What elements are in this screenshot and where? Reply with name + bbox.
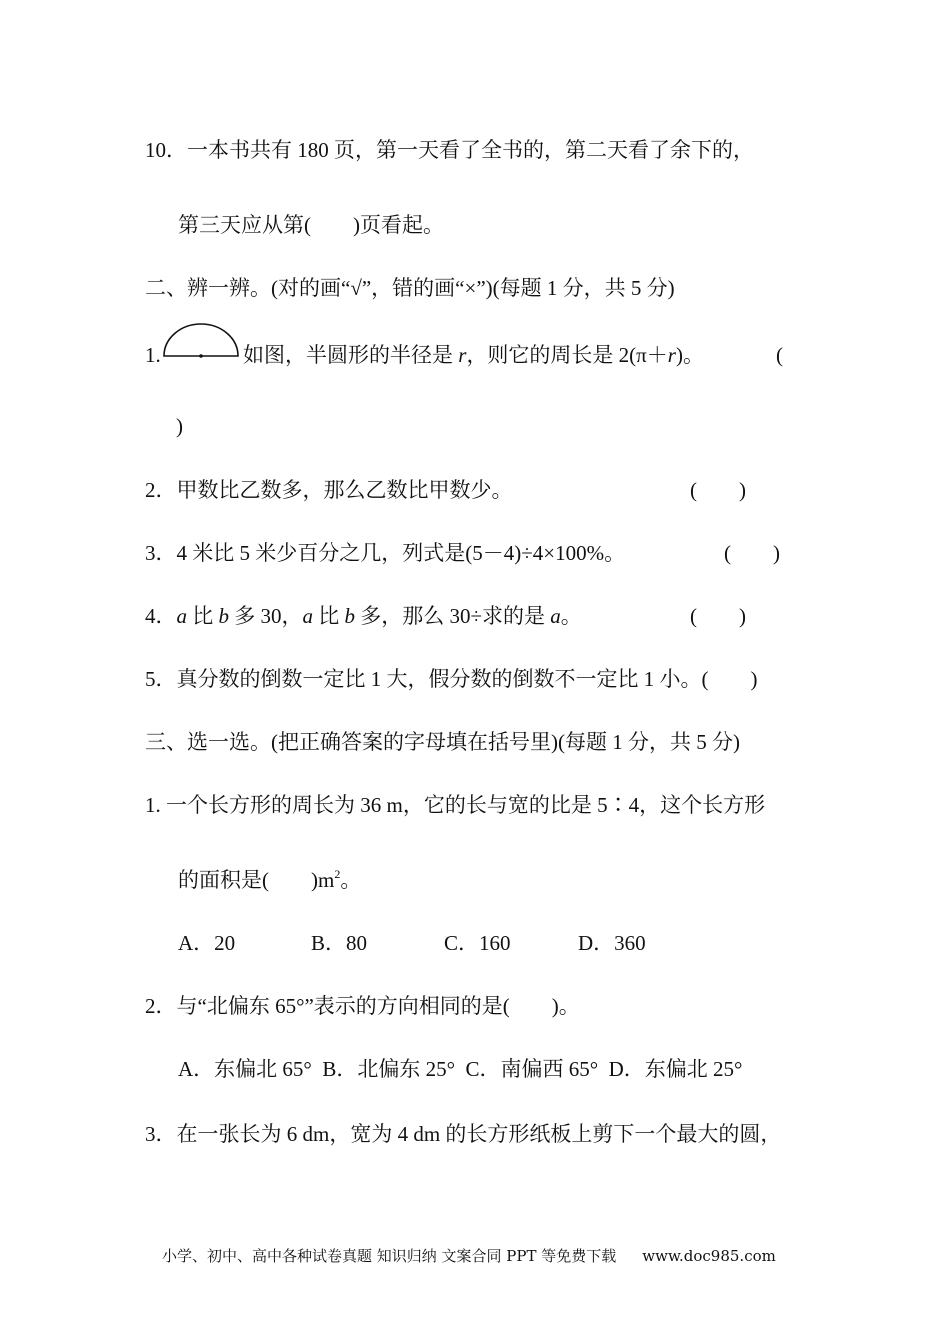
section2-heading: 二、辨一辨。(对的画“√”，错的画“×”)(每题 1 分，共 5 分) (145, 276, 675, 300)
s2-item4-paren: ( ) (690, 604, 746, 628)
q10-line1: 10．一本书共有 180 页，第一天看了全书的，第二天看了余下的， (145, 138, 754, 162)
s2-item2-paren: ( ) (690, 478, 746, 502)
semicircle-figure (162, 322, 240, 362)
s3-q1-option-d: D．360 (578, 931, 646, 955)
s2-item4: 4．a 比 b 多 30，a 比 b 多，那么 30÷求的是 a。 (145, 604, 582, 628)
section3-heading: 三、选一选。(把正确答案的字母填在括号里)(每题 1 分，共 5 分) (145, 730, 740, 754)
s2-item3: 3．4 米比 5 米少百分之几，列式是(5－4)÷4×100%。 (145, 541, 626, 565)
s3-q1-option-a: A．20 (178, 931, 236, 955)
s2-item1-text: 如图，半圆形的半径是 r，则它的周长是 2(π＋r)。 (243, 343, 704, 367)
s2-item1-num: 1. (145, 343, 161, 367)
page-footer (162, 1246, 776, 1266)
s3-q1-option-c: C．160 (444, 931, 511, 955)
s2-item5: 5．真分数的倒数一定比 1 大，假分数的倒数不一定比 1 小。( ) (145, 667, 758, 691)
s3-q1-line2: 的面积是( )$m^2$。 (178, 867, 362, 892)
footer-text: 小学、初中、高中各种试卷真题 知识归纳 文案合同 PPT 等免费下载 (162, 1247, 617, 1265)
s3-q2-line1: 2．与“北偏东 65°”表示的方向相同的是( )。 (145, 994, 580, 1018)
s2-item2: 2．甲数比乙数多，那么乙数比甲数少。 (145, 478, 513, 502)
s3-q2-options: A．东偏北 65° B．北偏东 25° C．南偏西 65° D．东偏北 25° (178, 1057, 743, 1081)
s3-q3-line1: 3．在一张长为 6 dm，宽为 4 dm 的长方形纸板上剪下一个最大的圆， (145, 1122, 782, 1146)
s2-item1-paren-close: ) (176, 414, 183, 438)
s2-item1-paren-open: ( (776, 343, 783, 367)
q10-line2: 第三天应从第( )页看起。 (178, 213, 444, 237)
s2-item3-paren: ( ) (724, 541, 780, 565)
s3-q1-line1: 1. 一个长方形的周长为 36 m，它的长与宽的比是 5∶4，这个长方形 (145, 793, 766, 817)
footer-site-link[interactable]: www.doc985.com (642, 1247, 776, 1265)
s3-q1-option-b: B．80 (311, 931, 368, 955)
